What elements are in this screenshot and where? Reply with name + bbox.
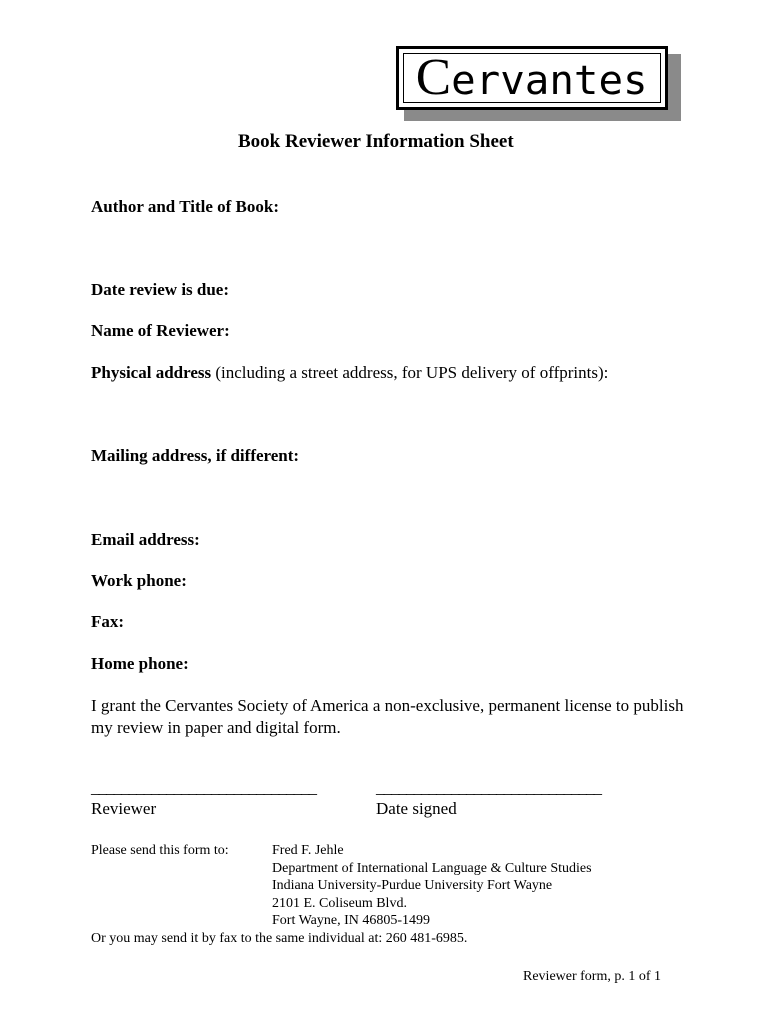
logo-inner-frame [403, 49, 661, 106]
fax-note: Or you may send it by fax to the same individual at: 260 481-6985. [91, 931, 468, 946]
fax-label: Fax: [91, 612, 125, 631]
page-footer: Reviewer form, p. 1 of 1 [523, 969, 662, 984]
reviewer-signature-line: ______________________________ [91, 778, 316, 797]
date-signed-label: Date signed [376, 799, 457, 818]
author-title-label: Author and Title of Book: [91, 197, 279, 216]
work-phone-label: Work phone: [91, 571, 187, 590]
physical-address-label: Physical address [91, 363, 212, 382]
cervantes-logo [396, 46, 668, 110]
send-to-label: Please send this form to: [91, 843, 229, 858]
physical-address-note: (including a street address, for UPS delivery of offprints): [211, 363, 609, 382]
reviewer-signature-label: Reviewer [91, 799, 157, 818]
date-due-label: Date review is due: [91, 280, 230, 299]
reviewer-name-label: Name of Reviewer: [91, 321, 230, 340]
recipient-department: Department of International Language & Culture Studies [272, 860, 592, 876]
home-phone-label: Home phone: [91, 654, 189, 673]
logo-text: Cervantes [416, 49, 648, 106]
physical-address-row [91, 363, 608, 383]
recipient-city: Fort Wayne, IN 46805-1499 [272, 913, 431, 928]
license-statement: I grant the Cervantes Society of America a non-exclusive, permanent license to publish my review in paper and digital form. [91, 696, 684, 737]
recipient-street: 2101 E. Coliseum Blvd. [272, 895, 407, 911]
recipient-university: Indiana University-Purdue University Fort Wayne [272, 878, 553, 893]
mailing-address-label: Mailing address, if different: [91, 446, 300, 465]
send-to-address [272, 842, 592, 930]
email-label: Email address: [91, 530, 200, 549]
recipient-name: Fred F. Jehle [272, 843, 344, 858]
date-signed-line: ______________________________ [376, 778, 601, 797]
page-title: Book Reviewer Information Sheet [238, 131, 514, 152]
